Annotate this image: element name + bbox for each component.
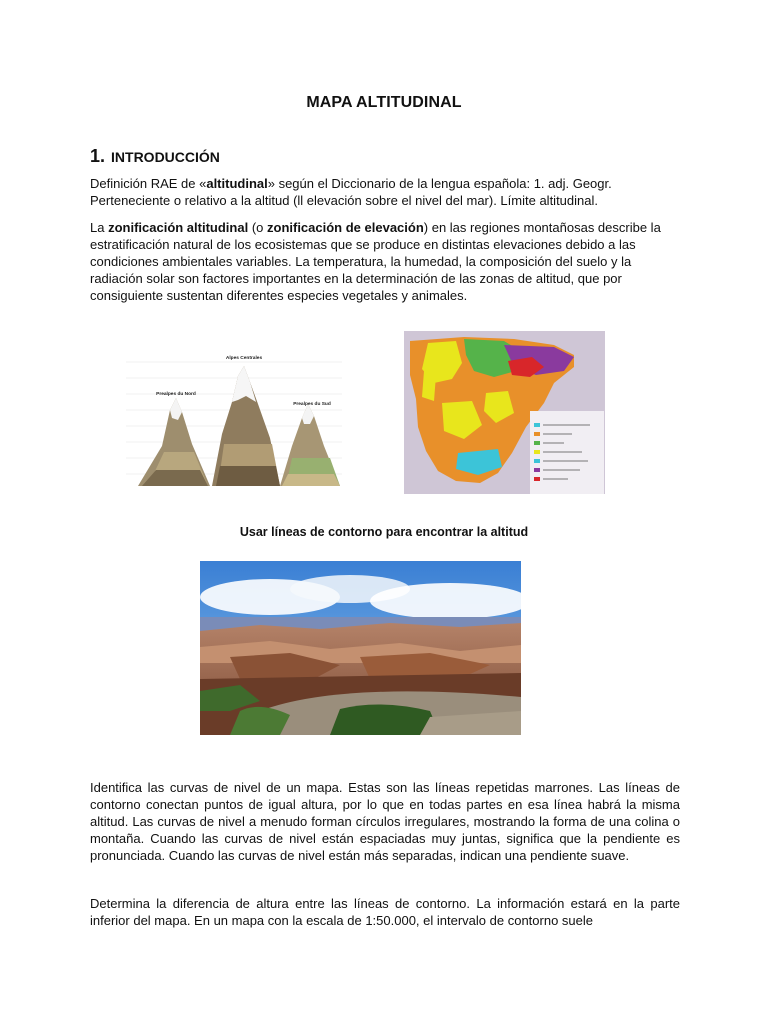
zonification-paragraph [90,219,680,304]
figure-caption: Usar líneas de contorno para encontrar la altitud [239,525,529,539]
bold-term: altitudinal [206,176,268,191]
canyon-photo [200,561,521,735]
mountain-label-center: Alpes Centrales [225,356,263,361]
section-heading [90,146,220,167]
page-title: MAPA ALTITUDINAL [306,94,462,111]
text-run: La [90,220,109,235]
text-run: » según el Diccionario de la lengua española: 1. adj. Geogr. Perteneciente o relativo a la altitud (ll elevación sobre el nivel del mar). Límite altitudinal. [90,176,612,208]
section-number: 1. [90,146,106,166]
height-difference-paragraph: Determina la diferencia de altura entre las líneas de contorno. La información estará en la parte inferior del mapa. En un mapa con la escala de 1:50.000, el intervalo de contorno suele [90,896,680,928]
iberia-vegetation-map [404,331,605,494]
mountain-label-left: Prealpes du Nord [156,392,196,397]
text-run: ) en las regiones montañosas describe la estratificación natural de los ecosistemas que se produce en distintas elevaciones debido a las condiciones ambientales variables. La temperatura, la humedad, la composición del suelo y la radiación solar son factores importantes en la determinación de las zonas de altitud, que por consiguiente sustentan diferentes especies vegetales y animales. [90,220,661,303]
definition-paragraph [90,175,680,209]
section-title: INTRODUCCIÓN [111,149,220,165]
text-run: (o [248,220,267,235]
contour-lines-paragraph: Identifica las curvas de nivel de un mapa. Estas son las líneas repetidas marrones. Las líneas de contorno conectan puntos de igual altura, por lo que en todas partes en esa línea habrá la misma altitud. Las curvas de nivel a menudo forman círculos irregulares, mostrando la forma de una colina o montaña. Cuando las curvas de nivel están espaciadas muy juntas, significa que la pendiente es pronunciada. Cuando las curvas de nivel están más separadas, indican una pendiente suave. [90,780,680,863]
altitude-zones-illustration [120,348,345,488]
text-run: Definición RAE de « [90,176,207,191]
bold-term: zonificación de elevación [267,220,424,235]
bold-term: zonificación altitudinal [108,220,249,235]
mountain-label-right: Prealpes du Sud [293,402,331,407]
